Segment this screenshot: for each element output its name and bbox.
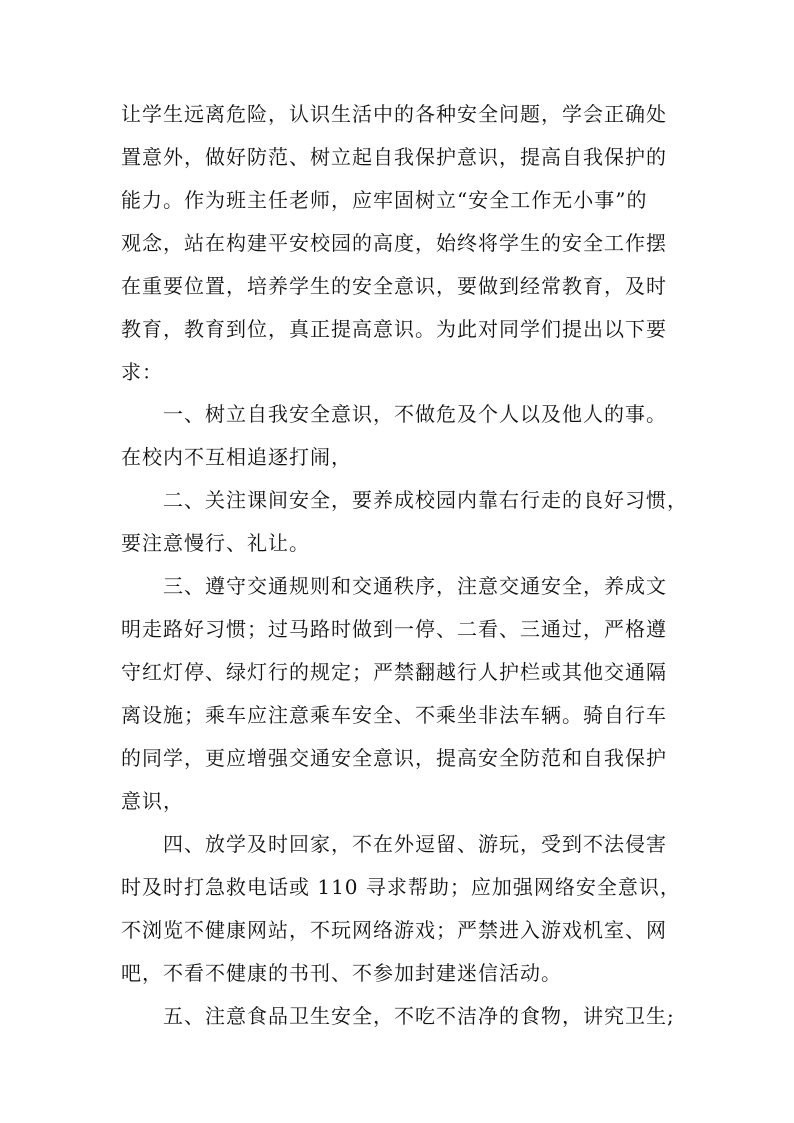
list-item-1-line: 在校内不互相追逐打闹， [121,445,352,469]
paragraph-line: 让学生远离危险，认识生活中的各种安全问题，学会正确处 [121,102,667,126]
list-item-3-line: 守红灯停、绿灯行的规定；严禁翻越行人护栏或其他交通隔 [121,660,667,684]
paragraph-line: 在重要位置，培养学生的安全意识，要做到经常教育，及时 [121,274,667,298]
list-item-4-line: 四、放学及时回家，不在外逗留、游玩，受到不法侵害 [163,832,667,856]
list-item-2-line: 二、关注课间安全，要养成校园内靠右行走的良好习惯， [163,488,688,512]
list-item-3-line: 三、遵守交通规则和交通秩序，注意交通安全，养成文 [163,574,667,598]
list-item-3-line: 明走路好习惯；过马路时做到一停、二看、三通过，严格遵 [121,617,667,641]
list-item-3-line: 离设施；乘车应注意乘车安全、不乘坐非法车辆。骑自行车 [121,703,667,727]
paragraph-line: 教育，教育到位，真正提高意识。为此对同学们提出以下要 [121,317,667,341]
list-item-4-line: 时及时打急救电话或 110 寻求帮助；应加强网络安全意识， [121,875,681,899]
list-item-1-line: 一、树立自我安全意识，不做危及个人以及他人的事。 [163,402,667,426]
list-item-5-line: 五、注意食品卫生安全，不吃不洁净的食物，讲究卫生; [163,1004,675,1028]
list-item-4-line: 不浏览不健康网站，不玩网络游戏；严禁进入游戏机室、网 [121,918,667,942]
paragraph-line: 置意外，做好防范、树立起自我保护意识，提高自我保护的 [121,145,667,169]
paragraph-line: 观念，站在构建平安校园的高度，始终将学生的安全工作摆 [121,231,667,255]
list-item-4-line: 吧，不看不健康的书刊、不参加封建迷信活动。 [121,961,562,985]
paragraph-line: 能力。作为班主任老师，应牢固树立“安全工作无小事”的 [121,188,648,212]
paragraph-line: 求： [121,360,163,384]
list-item-3-line: 意识， [121,789,184,813]
list-item-2-line: 要注意慢行、礼让。 [121,531,310,555]
list-item-3-line: 的同学，更应增强交通安全意识，提高安全防范和自我保护 [121,746,667,770]
